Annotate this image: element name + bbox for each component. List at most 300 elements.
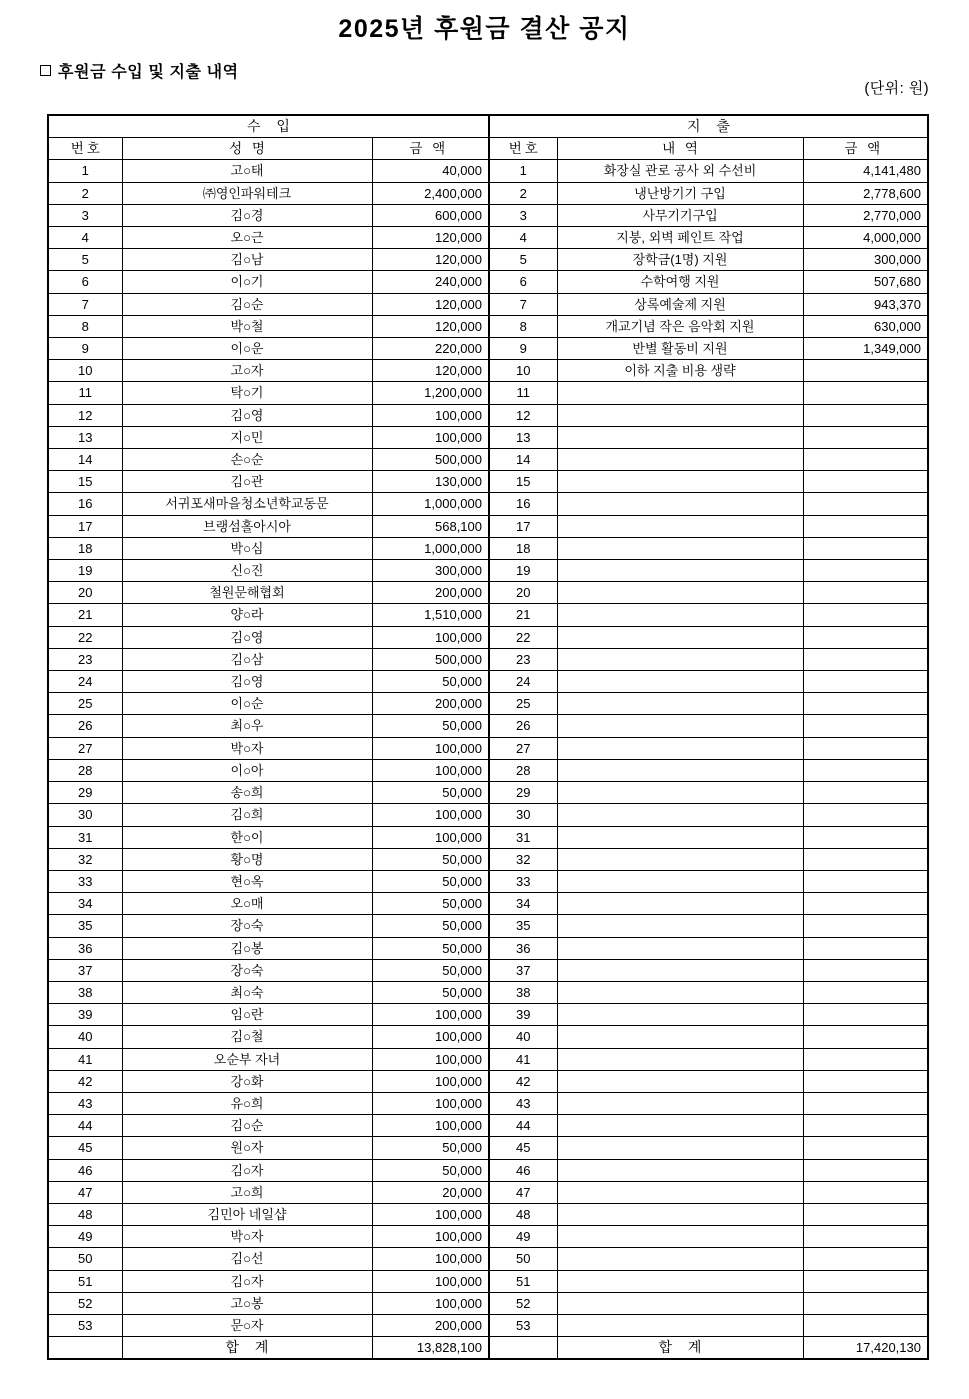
- income-amount-cell: 1,000,000: [372, 493, 489, 515]
- income-amount-cell: 50,000: [372, 937, 489, 959]
- income-name-cell: 고○봉: [122, 1292, 372, 1314]
- expense-no-cell: 43: [489, 1092, 557, 1114]
- expense-amount-cell: [803, 1314, 928, 1336]
- page-title: 2025년 후원금 결산 공지: [338, 15, 631, 43]
- expense-amount-cell: [803, 426, 928, 448]
- table-row: [48, 626, 928, 648]
- income-no-cell: 34: [48, 893, 122, 915]
- income-name-cell: 김○영: [122, 671, 372, 693]
- income-amount-cell: 100,000: [372, 626, 489, 648]
- income-amount-cell: 50,000: [372, 1137, 489, 1159]
- expense-amount-cell: [803, 759, 928, 781]
- income-amount-cell: 100,000: [372, 1248, 489, 1270]
- income-amount-cell: 100,000: [372, 404, 489, 426]
- expense-no-cell: 45: [489, 1137, 557, 1159]
- expense-amount-cell: 943,370: [803, 293, 928, 315]
- expense-desc-cell: [557, 1026, 803, 1048]
- income-amount-cell: 500,000: [372, 648, 489, 670]
- expense-amount-cell: [803, 582, 928, 604]
- income-amount-cell: 100,000: [372, 1292, 489, 1314]
- income-name-cell: 이○운: [122, 338, 372, 360]
- income-name-cell: 김○영: [122, 404, 372, 426]
- income-amount-cell: 50,000: [372, 782, 489, 804]
- income-amount-cell: 50,000: [372, 848, 489, 870]
- income-amount-cell: 100,000: [372, 737, 489, 759]
- income-no-cell: 45: [48, 1137, 122, 1159]
- column-header-income-name: 성 명: [122, 138, 372, 160]
- income-no-cell: 13: [48, 426, 122, 448]
- expense-amount-cell: [803, 959, 928, 981]
- expense-desc-cell: 화장실 관로 공사 외 수선비: [557, 160, 803, 182]
- subtitle-row: [0, 59, 969, 99]
- expense-amount-cell: [803, 804, 928, 826]
- expense-desc-cell: [557, 560, 803, 582]
- expense-no-cell: 53: [489, 1314, 557, 1336]
- expense-desc-cell: [557, 493, 803, 515]
- expense-desc-cell: [557, 515, 803, 537]
- expense-desc-cell: [557, 1092, 803, 1114]
- expense-no-cell: 51: [489, 1270, 557, 1292]
- income-amount-cell: 1,510,000: [372, 604, 489, 626]
- income-name-cell: 김○자: [122, 1159, 372, 1181]
- income-no-cell: 23: [48, 648, 122, 670]
- expense-amount-cell: [803, 449, 928, 471]
- income-amount-cell: 100,000: [372, 1092, 489, 1114]
- expense-amount-cell: [803, 826, 928, 848]
- expense-amount-cell: [803, 1137, 928, 1159]
- expense-desc-cell: [557, 426, 803, 448]
- total-expense-no-cell: [489, 1337, 557, 1360]
- expense-desc-cell: [557, 404, 803, 426]
- expense-desc-cell: [557, 893, 803, 915]
- income-amount-cell: 50,000: [372, 671, 489, 693]
- income-amount-cell: 120,000: [372, 293, 489, 315]
- income-amount-cell: 100,000: [372, 759, 489, 781]
- expense-no-cell: 21: [489, 604, 557, 626]
- income-name-cell: 김○관: [122, 471, 372, 493]
- expense-desc-cell: [557, 1226, 803, 1248]
- income-no-cell: 16: [48, 493, 122, 515]
- income-amount-cell: 20,000: [372, 1181, 489, 1203]
- income-amount-cell: 50,000: [372, 1159, 489, 1181]
- table-row: [48, 804, 928, 826]
- expense-no-cell: 34: [489, 893, 557, 915]
- expense-no-cell: 46: [489, 1159, 557, 1181]
- column-header-expense-amount: 금 액: [803, 138, 928, 160]
- expense-no-cell: 1: [489, 160, 557, 182]
- income-no-cell: 2: [48, 182, 122, 204]
- expense-amount-cell: 4,141,480: [803, 160, 928, 182]
- expense-desc-cell: [557, 693, 803, 715]
- income-name-cell: 김○남: [122, 249, 372, 271]
- table-group-header-row: [48, 115, 928, 138]
- expense-no-cell: 49: [489, 1226, 557, 1248]
- income-amount-cell: 120,000: [372, 227, 489, 249]
- expense-desc-cell: [557, 471, 803, 493]
- table-row: [48, 360, 928, 382]
- income-name-cell: 김민아 네일샵: [122, 1203, 372, 1225]
- income-no-cell: 12: [48, 404, 122, 426]
- income-amount-cell: 1,000,000: [372, 537, 489, 559]
- table-row: [48, 227, 928, 249]
- income-amount-cell: 120,000: [372, 315, 489, 337]
- income-amount-cell: 50,000: [372, 915, 489, 937]
- table-row: [48, 848, 928, 870]
- table-row: [48, 182, 928, 204]
- expense-no-cell: 24: [489, 671, 557, 693]
- income-amount-cell: 50,000: [372, 893, 489, 915]
- income-amount-cell: 120,000: [372, 249, 489, 271]
- expense-no-cell: 29: [489, 782, 557, 804]
- expense-no-cell: 28: [489, 759, 557, 781]
- income-no-cell: 4: [48, 227, 122, 249]
- expense-desc-cell: [557, 804, 803, 826]
- expense-desc-cell: 냉난방기기 구입: [557, 182, 803, 204]
- income-amount-cell: 100,000: [372, 826, 489, 848]
- income-name-cell: 한○이: [122, 826, 372, 848]
- income-amount-cell: 200,000: [372, 1314, 489, 1336]
- income-no-cell: 18: [48, 537, 122, 559]
- income-name-cell: 김○희: [122, 804, 372, 826]
- expense-amount-cell: [803, 671, 928, 693]
- expense-amount-cell: [803, 782, 928, 804]
- expense-desc-cell: [557, 626, 803, 648]
- expense-amount-cell: [803, 870, 928, 892]
- income-no-cell: 42: [48, 1070, 122, 1092]
- table-row: [48, 1159, 928, 1181]
- column-header-income-no: 번호: [48, 138, 122, 160]
- expense-no-cell: 35: [489, 915, 557, 937]
- table-row: [48, 671, 928, 693]
- income-name-cell: 서귀포새마을청소년학교동문: [122, 493, 372, 515]
- expense-desc-cell: 장학금(1명) 지원: [557, 249, 803, 271]
- income-name-cell: 신○진: [122, 560, 372, 582]
- expense-no-cell: 31: [489, 826, 557, 848]
- income-no-cell: 36: [48, 937, 122, 959]
- expense-amount-cell: [803, 737, 928, 759]
- expense-no-cell: 42: [489, 1070, 557, 1092]
- income-amount-cell: 568,100: [372, 515, 489, 537]
- expense-no-cell: 22: [489, 626, 557, 648]
- income-name-cell: 김○영: [122, 626, 372, 648]
- expense-no-cell: 16: [489, 493, 557, 515]
- income-no-cell: 43: [48, 1092, 122, 1114]
- expense-desc-cell: 지붕, 외벽 페인트 작업: [557, 227, 803, 249]
- income-no-cell: 6: [48, 271, 122, 293]
- expense-amount-cell: [803, 1203, 928, 1225]
- expense-desc-cell: [557, 848, 803, 870]
- income-no-cell: 32: [48, 848, 122, 870]
- income-amount-cell: 200,000: [372, 582, 489, 604]
- group-header-income: 수 입: [48, 115, 489, 138]
- income-amount-cell: 500,000: [372, 449, 489, 471]
- expense-no-cell: 25: [489, 693, 557, 715]
- income-name-cell: 김○순: [122, 293, 372, 315]
- total-income-amount: 13,828,100: [372, 1337, 489, 1360]
- expense-amount-cell: [803, 715, 928, 737]
- expense-amount-cell: [803, 915, 928, 937]
- income-name-cell: 장○숙: [122, 915, 372, 937]
- expense-desc-cell: [557, 671, 803, 693]
- income-no-cell: 40: [48, 1026, 122, 1048]
- income-no-cell: 26: [48, 715, 122, 737]
- income-name-cell: 박○철: [122, 315, 372, 337]
- income-no-cell: 17: [48, 515, 122, 537]
- expense-amount-cell: [803, 1004, 928, 1026]
- income-name-cell: 이○순: [122, 693, 372, 715]
- expense-no-cell: 4: [489, 227, 557, 249]
- table-row: [48, 1314, 928, 1336]
- total-income-no-cell: [48, 1337, 122, 1360]
- table-row: [48, 204, 928, 226]
- income-no-cell: 25: [48, 693, 122, 715]
- income-no-cell: 47: [48, 1181, 122, 1203]
- expense-desc-cell: [557, 1070, 803, 1092]
- table-row: [48, 315, 928, 337]
- expense-amount-cell: [803, 1292, 928, 1314]
- table-row: [48, 382, 928, 404]
- income-amount-cell: 100,000: [372, 1004, 489, 1026]
- income-name-cell: 오○근: [122, 227, 372, 249]
- income-name-cell: 양○라: [122, 604, 372, 626]
- expense-no-cell: 12: [489, 404, 557, 426]
- expense-no-cell: 38: [489, 981, 557, 1003]
- expense-desc-cell: [557, 449, 803, 471]
- expense-no-cell: 33: [489, 870, 557, 892]
- expense-no-cell: 17: [489, 515, 557, 537]
- income-amount-cell: 50,000: [372, 715, 489, 737]
- expense-desc-cell: [557, 737, 803, 759]
- income-name-cell: 유○희: [122, 1092, 372, 1114]
- table-row: [48, 937, 928, 959]
- income-name-cell: 김○철: [122, 1026, 372, 1048]
- table-row: [48, 160, 928, 182]
- expense-no-cell: 7: [489, 293, 557, 315]
- expense-amount-cell: [803, 981, 928, 1003]
- income-amount-cell: 200,000: [372, 693, 489, 715]
- expense-no-cell: 48: [489, 1203, 557, 1225]
- income-no-cell: 38: [48, 981, 122, 1003]
- expense-desc-cell: [557, 1248, 803, 1270]
- table-row: [48, 493, 928, 515]
- table-row: [48, 826, 928, 848]
- expense-desc-cell: 수학여행 지원: [557, 271, 803, 293]
- income-no-cell: 7: [48, 293, 122, 315]
- expense-amount-cell: [803, 1226, 928, 1248]
- expense-desc-cell: [557, 1004, 803, 1026]
- income-name-cell: 지○민: [122, 426, 372, 448]
- expense-amount-cell: [803, 1248, 928, 1270]
- income-name-cell: 김○삼: [122, 648, 372, 670]
- income-amount-cell: 100,000: [372, 1226, 489, 1248]
- income-amount-cell: 50,000: [372, 959, 489, 981]
- income-no-cell: 15: [48, 471, 122, 493]
- income-no-cell: 22: [48, 626, 122, 648]
- income-no-cell: 5: [48, 249, 122, 271]
- expense-desc-cell: [557, 981, 803, 1003]
- expense-no-cell: 14: [489, 449, 557, 471]
- table-row: [48, 1226, 928, 1248]
- table-row: [48, 915, 928, 937]
- table-row: [48, 471, 928, 493]
- expense-no-cell: 19: [489, 560, 557, 582]
- expense-amount-cell: [803, 1270, 928, 1292]
- expense-no-cell: 32: [489, 848, 557, 870]
- income-name-cell: 문○자: [122, 1314, 372, 1336]
- income-name-cell: 강○화: [122, 1070, 372, 1092]
- income-no-cell: 48: [48, 1203, 122, 1225]
- income-name-cell: 김○선: [122, 1248, 372, 1270]
- income-no-cell: 41: [48, 1048, 122, 1070]
- income-no-cell: 29: [48, 782, 122, 804]
- income-no-cell: 31: [48, 826, 122, 848]
- table-row: [48, 959, 928, 981]
- income-amount-cell: 100,000: [372, 1203, 489, 1225]
- expense-amount-cell: [803, 604, 928, 626]
- table-row: [48, 759, 928, 781]
- income-name-cell: 이○기: [122, 271, 372, 293]
- donation-ledger-table: [47, 114, 929, 1360]
- table-row: [48, 537, 928, 559]
- expense-amount-cell: [803, 937, 928, 959]
- expense-no-cell: 6: [489, 271, 557, 293]
- income-amount-cell: 50,000: [372, 870, 489, 892]
- expense-no-cell: 23: [489, 648, 557, 670]
- expense-no-cell: 5: [489, 249, 557, 271]
- expense-desc-cell: 이하 지출 비용 생략: [557, 360, 803, 382]
- income-amount-cell: 300,000: [372, 560, 489, 582]
- income-no-cell: 39: [48, 1004, 122, 1026]
- income-name-cell: 김○경: [122, 204, 372, 226]
- income-no-cell: 51: [48, 1270, 122, 1292]
- table-row: [48, 893, 928, 915]
- expense-no-cell: 15: [489, 471, 557, 493]
- expense-no-cell: 11: [489, 382, 557, 404]
- table-row: [48, 449, 928, 471]
- income-no-cell: 28: [48, 759, 122, 781]
- ledger-table-body: [48, 160, 928, 1337]
- expense-amount-cell: [803, 382, 928, 404]
- expense-amount-cell: [803, 360, 928, 382]
- table-row: [48, 1115, 928, 1137]
- expense-no-cell: 9: [489, 338, 557, 360]
- expense-amount-cell: [803, 1115, 928, 1137]
- expense-desc-cell: [557, 604, 803, 626]
- expense-amount-cell: [803, 471, 928, 493]
- expense-no-cell: 52: [489, 1292, 557, 1314]
- income-name-cell: 고○자: [122, 360, 372, 382]
- expense-desc-cell: [557, 1270, 803, 1292]
- expense-desc-cell: [557, 782, 803, 804]
- expense-amount-cell: [803, 848, 928, 870]
- expense-no-cell: 36: [489, 937, 557, 959]
- expense-desc-cell: [557, 959, 803, 981]
- expense-amount-cell: 507,680: [803, 271, 928, 293]
- expense-amount-cell: 2,778,600: [803, 182, 928, 204]
- expense-desc-cell: [557, 1159, 803, 1181]
- expense-desc-cell: [557, 1203, 803, 1225]
- income-name-cell: ㈜영인파워테크: [122, 182, 372, 204]
- table-column-header-row: [48, 138, 928, 160]
- expense-desc-cell: [557, 937, 803, 959]
- income-amount-cell: 600,000: [372, 204, 489, 226]
- expense-no-cell: 26: [489, 715, 557, 737]
- expense-desc-cell: [557, 582, 803, 604]
- income-no-cell: 19: [48, 560, 122, 582]
- income-name-cell: 현○옥: [122, 870, 372, 892]
- income-amount-cell: 100,000: [372, 804, 489, 826]
- expense-amount-cell: [803, 515, 928, 537]
- income-no-cell: 50: [48, 1248, 122, 1270]
- table-row: [48, 782, 928, 804]
- table-row: [48, 1248, 928, 1270]
- expense-amount-cell: [803, 404, 928, 426]
- income-amount-cell: 100,000: [372, 1048, 489, 1070]
- table-total-row: [48, 1337, 928, 1360]
- expense-desc-cell: [557, 1181, 803, 1203]
- expense-no-cell: 18: [489, 537, 557, 559]
- total-expense-label: 합 계: [557, 1337, 803, 1360]
- column-header-expense-no: 번호: [489, 138, 557, 160]
- table-row: [48, 648, 928, 670]
- income-amount-cell: 100,000: [372, 1270, 489, 1292]
- income-name-cell: 장○숙: [122, 959, 372, 981]
- table-row: [48, 404, 928, 426]
- table-row: [48, 1203, 928, 1225]
- income-no-cell: 49: [48, 1226, 122, 1248]
- expense-desc-cell: [557, 1137, 803, 1159]
- table-row: [48, 1048, 928, 1070]
- expense-no-cell: 27: [489, 737, 557, 759]
- income-name-cell: 박○자: [122, 737, 372, 759]
- expense-no-cell: 8: [489, 315, 557, 337]
- table-row: [48, 1070, 928, 1092]
- expense-no-cell: 13: [489, 426, 557, 448]
- total-expense-amount: 17,420,130: [803, 1337, 928, 1360]
- expense-no-cell: 50: [489, 1248, 557, 1270]
- expense-amount-cell: [803, 1159, 928, 1181]
- income-no-cell: 53: [48, 1314, 122, 1336]
- expense-amount-cell: [803, 1026, 928, 1048]
- income-no-cell: 24: [48, 671, 122, 693]
- expense-desc-cell: [557, 382, 803, 404]
- income-no-cell: 20: [48, 582, 122, 604]
- expense-desc-cell: [557, 1292, 803, 1314]
- expense-no-cell: 40: [489, 1026, 557, 1048]
- income-no-cell: 3: [48, 204, 122, 226]
- income-name-cell: 탁○기: [122, 382, 372, 404]
- income-name-cell: 이○아: [122, 759, 372, 781]
- expense-amount-cell: [803, 493, 928, 515]
- expense-desc-cell: 반별 활동비 지원: [557, 338, 803, 360]
- income-amount-cell: 100,000: [372, 1070, 489, 1092]
- expense-no-cell: 3: [489, 204, 557, 226]
- income-no-cell: 8: [48, 315, 122, 337]
- expense-no-cell: 10: [489, 360, 557, 382]
- expense-amount-cell: [803, 1092, 928, 1114]
- income-name-cell: 최○숙: [122, 981, 372, 1003]
- income-name-cell: 김○자: [122, 1270, 372, 1292]
- expense-amount-cell: [803, 626, 928, 648]
- income-amount-cell: 2,400,000: [372, 182, 489, 204]
- expense-desc-cell: 개교기념 작은 음악회 지원: [557, 315, 803, 337]
- income-amount-cell: 40,000: [372, 160, 489, 182]
- income-no-cell: 30: [48, 804, 122, 826]
- income-name-cell: 오순부 자녀: [122, 1048, 372, 1070]
- income-name-cell: 김○순: [122, 1115, 372, 1137]
- column-header-expense-desc: 내 역: [557, 138, 803, 160]
- expense-desc-cell: [557, 715, 803, 737]
